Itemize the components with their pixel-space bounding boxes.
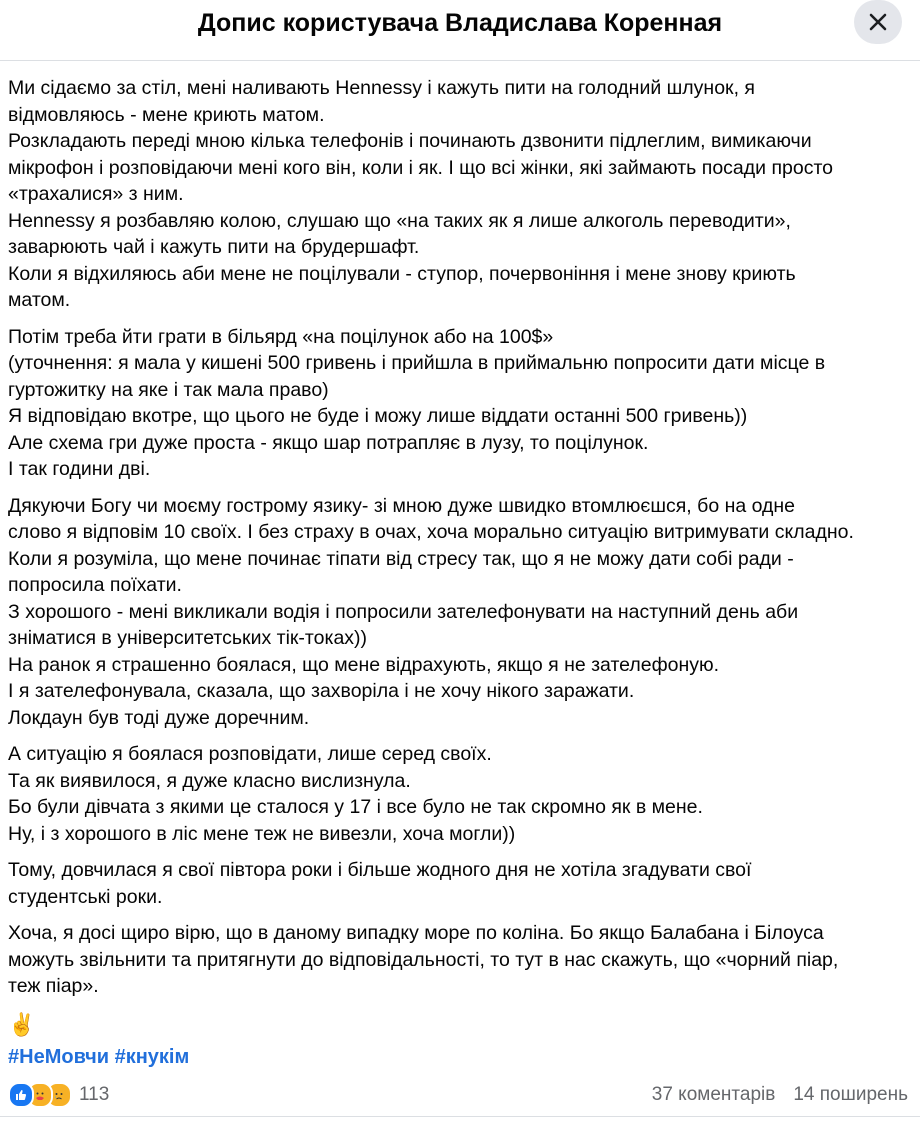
post-text-line: теж піар». xyxy=(8,975,99,997)
post-paragraph xyxy=(8,741,912,847)
post-text-line: Хоча, я досі щиро вірю, що в даному випадку море по коліна. Бо якщо Балабана і Білоуса xyxy=(8,922,824,944)
post-paragraph xyxy=(8,920,912,1000)
post-text-line: матом. xyxy=(8,289,71,311)
post-paragraph xyxy=(8,75,912,314)
post-text-line: Потім треба йти грати в більярд «на поцілунок або на 100$» xyxy=(8,325,554,348)
post-body xyxy=(8,75,912,1069)
post-text-line: Hennessy я розбавляю колою, слушаю що «на таких як я лише алкоголь переводити», xyxy=(8,209,791,232)
hashtags xyxy=(8,1046,912,1069)
post-text-line: Дякуючи Богу чи моєму гострому язику- зі мною дуже швидко втомлюєшся, бо на одне xyxy=(8,494,796,517)
post-text-line: Бо були дівчата з якими це сталося у 17 і все було не так скромно як в мене. xyxy=(8,796,703,818)
hashtag-link[interactable]: #кнукім xyxy=(114,1045,190,1068)
post-stats xyxy=(652,1084,908,1106)
post-text-line: попросила поїхати. xyxy=(8,574,182,596)
post-footer xyxy=(0,1076,920,1117)
post-text-line: Розкладають переді мною кілька телефонів і починають дзвонити підлеглим, вимикаючи xyxy=(8,130,812,152)
post-text-line: Коли я розуміла, що мене починає тіпати від стресу так, що я не можу дати собі ради - xyxy=(8,547,794,570)
post-text-line: Тому, довчилася я свої півтора роки і більше жодного дня не хотіла згадувати свої xyxy=(8,859,752,881)
post-text-line: На ранок я страшенно боялася, що мене відрахують, якщо я не зателефоную. xyxy=(8,653,720,676)
post-text-line: «трахалися» з ним. xyxy=(8,183,184,205)
like-icon xyxy=(8,1082,34,1108)
post-text-line: гуртожитку на яке і так мала право) xyxy=(8,378,329,401)
post-text-line: Але схема гри дуже проста - якщо шар потрапляє в лузу, то поцілунок. xyxy=(8,431,649,454)
close-icon xyxy=(868,12,888,32)
post-text-line: мікрофон і розповідаючи мені кого він, коли і як. І що всі жінки, які займають посади просто xyxy=(8,156,834,179)
post-text-line: А ситуацію я боялася розповідати, лише серед своїх. xyxy=(8,743,492,765)
post-text-line: (уточнення: я мала у кишені 500 гривень і прийшла в приймальню попросити дати місце в xyxy=(8,352,826,374)
comments-count-link[interactable]: 37 коментарів xyxy=(651,1084,776,1105)
post-text-line: можуть звільнити та притягнути до відповідальності, то тут в нас скажуть, що «чорний піар, xyxy=(8,948,839,971)
post-text-line: заварюють чай і кажуть пити на брудершафт. xyxy=(8,236,420,258)
post-text-line: слово я відповім 10 своїх. І без страху в очах, хоча морально ситуацію витримувати складно. xyxy=(8,521,854,543)
post-paragraph xyxy=(8,324,912,483)
post-text-line: зніматися в університетських тік-токах)) xyxy=(8,627,368,649)
post-text-line: І я зателефонувала, сказала, що захворіла і не хочу нікого заражати. xyxy=(8,680,635,702)
dialog-title: Допис користувача Владислава Коренная xyxy=(197,9,723,37)
post-text-line: Коли я відхиляюсь аби мене не поцілували - ступор, почервоніння і мене знову криють xyxy=(8,262,796,285)
post-paragraph xyxy=(8,493,912,732)
shares-count-link[interactable]: 14 поширень xyxy=(793,1084,908,1105)
post-text-line: Та як виявилося, я дуже класно вислизнула. xyxy=(8,769,411,792)
post-text-line: Ну, і з хорошого в ліс мене теж не вивезли, хоча могли)) xyxy=(8,822,516,845)
post-text-line: Я відповідаю вкотре, що цього не буде і можу лише віддати останні 500 гривень)) xyxy=(8,405,748,427)
hashtag-link[interactable]: #НеМовчи xyxy=(8,1045,110,1068)
close-button[interactable] xyxy=(854,0,902,44)
reactions-summary[interactable] xyxy=(8,1082,109,1108)
post-text-line: студентські роки. xyxy=(8,885,163,908)
dialog-header xyxy=(0,0,920,61)
post-text-line: З хорошого - мені викликали водія і попросили зателефонувати на наступний день аби xyxy=(8,600,799,623)
post-paragraph xyxy=(8,857,912,910)
post-text-line: І так години дві. xyxy=(8,458,151,480)
post-text-line: відмовляюсь - мене криють матом. xyxy=(8,103,325,126)
post-text-line: Локдаун був тоді дуже доречним. xyxy=(8,706,310,729)
reaction-count: 113 xyxy=(79,1084,110,1105)
post-text-line: Ми сідаємо за стіл, мені наливають Hennessy і кажуть пити на голодний шлунок, я xyxy=(8,77,755,99)
victory-hand-emoji: ✌️ xyxy=(8,1011,36,1037)
